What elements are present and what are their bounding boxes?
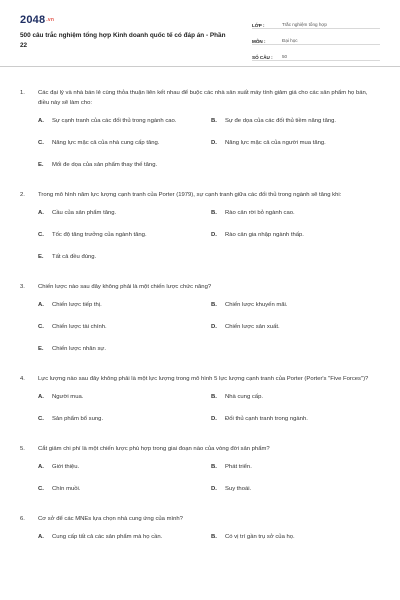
answer-options bbox=[20, 458, 380, 502]
option-text: Chiến lược nhân sự. bbox=[52, 345, 106, 352]
option-text: Năng lực mặc cả của người mua tăng. bbox=[225, 139, 326, 146]
option-text: Năng lực mặc cả của nhà cung cấp tăng. bbox=[52, 139, 160, 146]
option-text: Chiến lược tài chính. bbox=[52, 323, 107, 330]
option-letter: A. bbox=[38, 393, 44, 400]
option-a[interactable] bbox=[38, 208, 211, 218]
option-a[interactable] bbox=[38, 532, 211, 542]
option-c[interactable] bbox=[38, 322, 211, 332]
question-text: Trong mô hình năm lực lượng cạnh tranh của Porter (1979), sự cạnh tranh giữa các đối thủ trong ngành sẽ tăng khi: bbox=[38, 192, 342, 198]
option-text: Chiến lược tiếp thị. bbox=[52, 301, 102, 308]
question-stem bbox=[20, 282, 380, 292]
question-3 bbox=[20, 282, 380, 362]
option-letter: C. bbox=[38, 415, 44, 422]
option-letter: A. bbox=[38, 533, 44, 540]
option-a[interactable] bbox=[38, 462, 211, 472]
question-6 bbox=[20, 514, 380, 550]
question-text: Lực lượng nào sau đây không phải là một lực lượng trong mô hình 5 lực lượng cạnh tranh của Porter (Porter's "Five Forces")? bbox=[38, 376, 369, 382]
option-c[interactable] bbox=[38, 230, 211, 240]
option-letter: B. bbox=[211, 117, 217, 124]
option-a[interactable] bbox=[38, 116, 211, 126]
option-d[interactable] bbox=[211, 414, 384, 424]
option-d[interactable] bbox=[211, 484, 384, 494]
option-e[interactable] bbox=[38, 344, 211, 354]
option-text: Giới thiệu. bbox=[52, 463, 80, 470]
question-stem bbox=[20, 444, 380, 454]
option-text: Tất cả đều đúng. bbox=[52, 253, 97, 260]
option-e[interactable] bbox=[38, 252, 211, 262]
option-letter: E. bbox=[38, 253, 44, 260]
option-letter: D. bbox=[211, 415, 217, 422]
option-letter: C. bbox=[38, 485, 44, 492]
option-letter: A. bbox=[38, 209, 44, 216]
question-text: Các đại lý và nhà bán lẻ cùng thỏa thuận liên kết nhau để buộc các nhà sản xuất máy tính giảm giá cho các sản phẩm họ bán, điều này sẽ làm cho: bbox=[38, 90, 368, 106]
question-number: 5. bbox=[20, 446, 25, 452]
option-text: Đối thủ cạnh tranh trong ngành. bbox=[225, 415, 308, 422]
option-c[interactable] bbox=[38, 414, 211, 424]
option-d[interactable] bbox=[211, 322, 384, 332]
option-a[interactable] bbox=[38, 300, 211, 310]
option-text: Sự cạnh tranh của các đối thủ trong ngành cao. bbox=[52, 117, 177, 124]
option-b[interactable] bbox=[211, 116, 384, 126]
option-text: Mối đe dọa của sản phẩm thay thế tăng. bbox=[52, 161, 158, 168]
option-text: Người mua. bbox=[52, 393, 84, 400]
option-b[interactable] bbox=[211, 300, 384, 310]
option-text: Có vị trí gần trụ sở của họ. bbox=[225, 533, 295, 540]
answer-options bbox=[20, 388, 380, 432]
option-letter: C. bbox=[38, 323, 44, 330]
question-2 bbox=[20, 190, 380, 270]
option-text: Tốc độ tăng trưởng của ngành tăng. bbox=[52, 231, 147, 238]
question-stem bbox=[20, 514, 380, 524]
question-text: Cơ sở để các MNEs lựa chọn nhà cung ứng của mình? bbox=[38, 516, 183, 522]
meta-count-label: SỐ CÂU : bbox=[252, 55, 273, 60]
option-text: Cung cấp tất cả các sản phẩm mà họ cần. bbox=[52, 533, 163, 540]
option-text: Nhà cung cấp. bbox=[225, 393, 263, 400]
option-c[interactable] bbox=[38, 484, 211, 494]
document-title: 500 câu trắc nghiệm tổng hợp Kinh doanh quốc tế có đáp án - Phần 22 bbox=[20, 32, 226, 49]
option-b[interactable] bbox=[211, 392, 384, 402]
document-header bbox=[0, 0, 400, 74]
question-number: 2. bbox=[20, 192, 25, 198]
meta-count-value: 50 bbox=[282, 54, 288, 59]
answer-options bbox=[20, 112, 380, 178]
question-stem bbox=[20, 374, 380, 384]
option-e[interactable] bbox=[38, 160, 211, 170]
answer-options bbox=[20, 296, 380, 362]
question-4 bbox=[20, 374, 380, 432]
answer-options bbox=[20, 528, 380, 550]
document-meta bbox=[252, 16, 380, 64]
option-letter: E. bbox=[38, 345, 44, 352]
meta-class-row bbox=[252, 16, 380, 29]
option-text: Phát triển. bbox=[225, 463, 252, 470]
option-b[interactable] bbox=[211, 462, 384, 472]
option-letter: E. bbox=[38, 161, 44, 168]
logo-main: 2048 bbox=[20, 14, 46, 26]
option-d[interactable] bbox=[211, 138, 384, 148]
option-d[interactable] bbox=[211, 230, 384, 240]
option-text: Cầu của sản phẩm tăng. bbox=[52, 209, 117, 216]
answer-options bbox=[20, 204, 380, 270]
meta-subject-label: MÔN : bbox=[252, 39, 266, 44]
option-letter: D. bbox=[211, 323, 217, 330]
option-text: Rào cản rời bỏ ngành cao. bbox=[225, 209, 295, 216]
option-b[interactable] bbox=[211, 208, 384, 218]
option-text: Rào cản gia nhập ngành thấp. bbox=[225, 231, 304, 238]
meta-class-label: LỚP : bbox=[252, 23, 265, 28]
question-text: Chiến lược nào sau đây không phải là một chiến lược chức năng? bbox=[38, 284, 212, 290]
question-1 bbox=[20, 88, 380, 178]
option-letter: B. bbox=[211, 209, 217, 216]
question-number: 1. bbox=[20, 90, 25, 96]
option-letter: B. bbox=[211, 533, 217, 540]
option-letter: A. bbox=[38, 463, 44, 470]
option-letter: D. bbox=[211, 485, 217, 492]
option-letter: C. bbox=[38, 139, 44, 146]
option-b[interactable] bbox=[211, 532, 384, 542]
header-divider bbox=[0, 66, 400, 67]
question-number: 4. bbox=[20, 376, 25, 382]
option-a[interactable] bbox=[38, 392, 211, 402]
option-letter: A. bbox=[38, 301, 44, 308]
option-text: Suy thoái. bbox=[225, 485, 252, 492]
question-stem bbox=[20, 190, 380, 200]
meta-subject-row bbox=[252, 32, 380, 45]
option-text: Chín muồi. bbox=[52, 485, 81, 492]
option-letter: D. bbox=[211, 231, 217, 238]
question-text: Cắt giảm chi phí là một chiến lược phù hợp trong giai đoạn nào của vòng đời sản phẩm? bbox=[38, 446, 270, 452]
option-text: Chiến lược khuyến mãi. bbox=[225, 301, 288, 308]
option-letter: B. bbox=[211, 463, 217, 470]
option-letter: C. bbox=[38, 231, 44, 238]
option-letter: D. bbox=[211, 139, 217, 146]
option-text: Sản phẩm bổ sung. bbox=[52, 415, 104, 422]
meta-class-value: Trắc nghiệm tổng hợp bbox=[282, 22, 327, 27]
option-letter: A. bbox=[38, 117, 44, 124]
question-number: 3. bbox=[20, 284, 25, 290]
question-list bbox=[0, 74, 400, 550]
meta-count-row bbox=[252, 48, 380, 61]
question-stem bbox=[20, 88, 380, 108]
logo-suffix: .vn bbox=[46, 17, 55, 24]
meta-subject-value: Đại học bbox=[282, 38, 298, 43]
option-text: Sự đe dọa của các đối thủ tiềm năng tăng. bbox=[225, 117, 337, 124]
question-number: 6. bbox=[20, 516, 25, 522]
option-letter: B. bbox=[211, 301, 217, 308]
option-c[interactable] bbox=[38, 138, 211, 148]
question-5 bbox=[20, 444, 380, 502]
option-letter: B. bbox=[211, 393, 217, 400]
option-text: Chiến lược sản xuất. bbox=[225, 323, 280, 330]
